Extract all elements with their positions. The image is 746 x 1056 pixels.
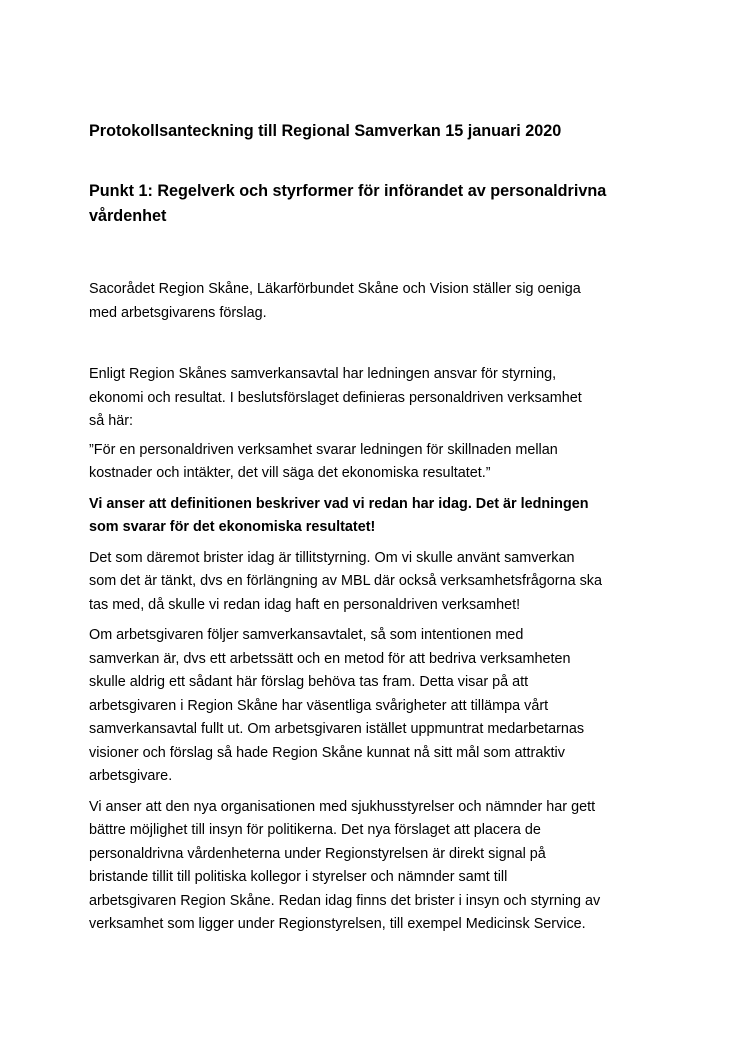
text-line: bättre möjlighet till insyn för politikerna. Det nya förslaget att placera de [89, 822, 541, 838]
paragraph-disagreement [89, 278, 669, 325]
heading-line: vårdenhet [89, 207, 167, 225]
text-line: som det är tänkt, dvs en förlängning av MBL där också verksamhetsfrågorna ska [89, 573, 602, 589]
document-body [89, 121, 669, 937]
text-line: ekonomi och resultat. I beslutsförslaget definieras personaldriven verksamhet [89, 389, 582, 406]
paragraph-quote [89, 439, 669, 486]
text-line: Sacorådet Region Skåne, Läkarförbundet Skåne och Vision ställer sig oeniga [89, 281, 581, 297]
text-line: samverkansavtal fullt ut. Om arbetsgivaren istället uppmuntrat medarbetarnas [89, 721, 585, 737]
text-line: Det som däremot brister idag är tillitstyrning. Om vi skulle använt samverkan [89, 549, 575, 566]
text-line: Vi anser att definitionen beskriver vad vi redan har idag. Det är ledningen [89, 495, 589, 512]
document-title: Protokollsanteckning till Regional Samverkan 15 januari 2020 [89, 122, 562, 140]
text-line: personaldrivna vårdenheterna under Regionstyrelsen är direkt signal på [89, 845, 546, 862]
text-line: så här: [89, 413, 133, 429]
text-line: skulle aldrig ett sådant här förslag behöva tas fram. Detta visar på att [89, 674, 529, 690]
text-line: som svarar för det ekonomiska resultatet! [89, 519, 376, 535]
paragraph-employer-agreement [89, 624, 669, 789]
paragraph-organisation [89, 796, 669, 937]
text-line: verksamhet som ligger under Regionstyrelsen, till exempel Medicinsk Service. [89, 916, 586, 932]
text-line: samverkan är, dvs ett arbetssätt och en metod för att bedriva verksamheten [89, 650, 571, 667]
paragraph-agreement-definition [89, 363, 669, 434]
text-line: Vi anser att den nya organisationen med sjukhusstyrelser och nämnder har gett [89, 798, 596, 815]
text-line: arbetsgivare. [89, 768, 173, 784]
text-line: visioner och förslag så hade Region Skåne kunnat nå sitt mål som attraktiv [89, 744, 565, 761]
section-heading [89, 179, 669, 229]
heading-line: Punkt 1: Regelverk och styrformer för införandet av personaldrivna [89, 182, 607, 200]
text-line: arbetsgivaren Region Skåne. Redan idag finns det brister i insyn och styrning av [89, 892, 601, 909]
paragraph-bold-statement [89, 493, 669, 540]
text-line: med arbetsgivarens förslag. [89, 304, 267, 321]
text-line: kostnader och intäkter, det vill säga det ekonomiska resultatet.” [89, 465, 491, 481]
text-line: tas med, då skulle vi redan idag haft en personaldriven verksamhet! [89, 596, 521, 613]
text-line: bristande tillit till politiska kollegor i styrelser och nämnder samt till [89, 869, 508, 885]
paragraph-trust-governance [89, 547, 669, 618]
text-line: Om arbetsgivaren följer samverkansavtalet, så som intentionen med [89, 627, 524, 643]
text-line: ”För en personaldriven verksamhet svarar ledningen för skillnaden mellan [89, 441, 558, 458]
text-line: arbetsgivaren i Region Skåne har väsentliga svårigheter att tillämpa vårt [89, 697, 549, 714]
text-line: Enligt Region Skånes samverkansavtal har ledningen ansvar för styrning, [89, 366, 557, 382]
